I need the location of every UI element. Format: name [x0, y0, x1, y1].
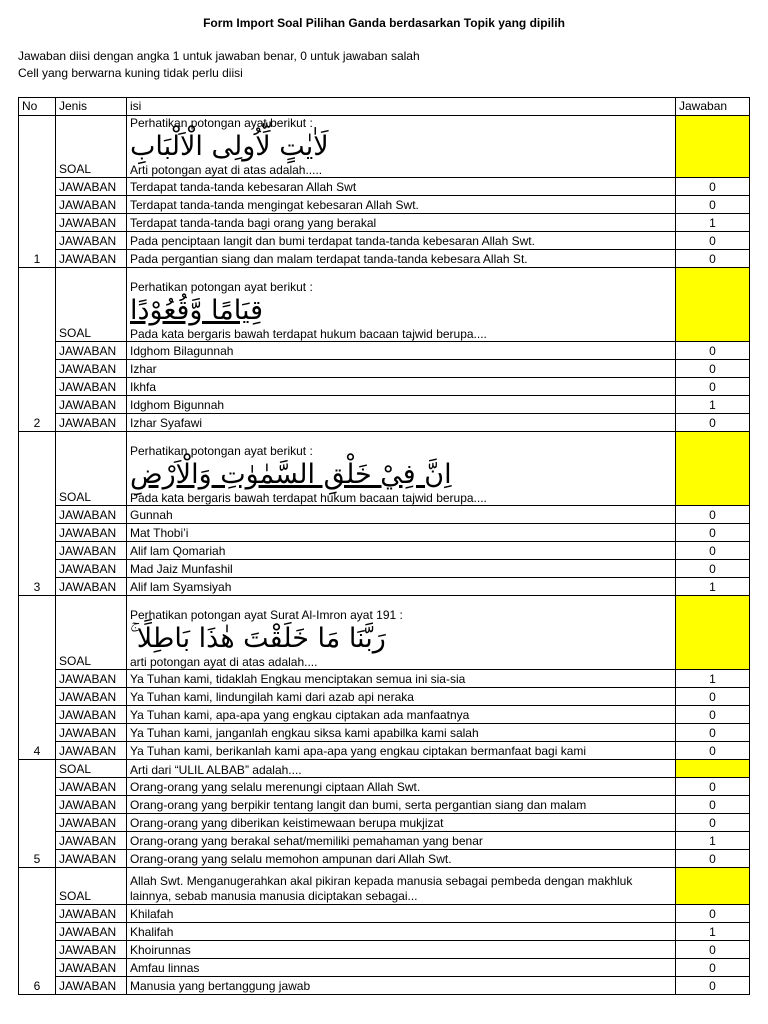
answer-value-cell[interactable]: 0: [676, 706, 750, 724]
answer-row: [19, 959, 750, 977]
question-table: [18, 97, 750, 995]
jenis-jawaban-label: JAWABAN: [56, 414, 127, 432]
question-intro: Perhatikan potongan ayat berikut :: [130, 444, 313, 458]
answer-row: [19, 378, 750, 396]
answer-value-cell[interactable]: 0: [676, 560, 750, 578]
page-title: Form Import Soal Pilihan Ganda berdasarkan Topik yang dipilih: [203, 16, 565, 30]
jenis-jawaban-label: JAWABAN: [56, 778, 127, 796]
jenis-jawaban-label: JAWABAN: [56, 670, 127, 688]
question-intro: Perhatikan potongan ayat Surat Al-Imron ayat 191 :: [130, 608, 403, 622]
header-row: [19, 98, 750, 116]
jenis-jawaban-label: JAWABAN: [56, 977, 127, 995]
answer-row: [19, 414, 750, 432]
jenis-jawaban-label: JAWABAN: [56, 724, 127, 742]
question-text: Arti dari “ULIL ALBAB” adalah....: [130, 763, 302, 777]
column-header-jenis: Jenis: [56, 98, 127, 116]
answer-value-cell[interactable]: 0: [676, 524, 750, 542]
question-text: arti potongan ayat di atas adalah....: [130, 655, 318, 669]
answer-value-cell[interactable]: 0: [676, 542, 750, 560]
jenis-soal-label: SOAL: [56, 116, 127, 178]
question-number: 1: [19, 116, 56, 268]
jenis-soal-label: SOAL: [56, 268, 127, 342]
answer-value-cell[interactable]: 0: [676, 778, 750, 796]
answer-row: [19, 506, 750, 524]
jenis-jawaban-label: JAWABAN: [56, 360, 127, 378]
answer-text-cell[interactable]: Ya Tuhan kami, lindungilah kami dari azab api neraka: [127, 688, 676, 706]
answer-row: [19, 214, 750, 232]
jenis-jawaban-label: JAWABAN: [56, 524, 127, 542]
arabic-verse: رَبَّنَا مَا خَلَقْتَ هٰذَا بَاطِلًا ۚ: [130, 623, 386, 654]
answer-value-cell[interactable]: 0: [676, 850, 750, 868]
answer-text-cell[interactable]: Orang-orang yang diberikan keistimewaan berupa mukjizat: [127, 814, 676, 832]
answer-text-cell[interactable]: Terdapat tanda-tanda bagi orang yang berakal: [127, 214, 676, 232]
answer-row: [19, 178, 750, 196]
arabic-verse: لَاٰيٰتٍ لِّاُولِى الْاَلْبَابِ: [130, 131, 329, 162]
answer-row: [19, 524, 750, 542]
question-number: 4: [19, 596, 56, 760]
answer-text-cell[interactable]: Terdapat tanda-tanda kebesaran Allah Swt: [127, 178, 676, 196]
jenis-soal-label: SOAL: [56, 760, 127, 778]
question-number: 2: [19, 268, 56, 432]
soal-row: [19, 760, 750, 778]
answer-text-cell[interactable]: Pada penciptaan langit dan bumi terdapat tanda-tanda kebesaran Allah Swt.: [127, 232, 676, 250]
jenis-jawaban-label: JAWABAN: [56, 850, 127, 868]
highlighted-cell: [676, 116, 750, 178]
question-number: 6: [19, 868, 56, 995]
answer-value-cell[interactable]: 1: [676, 923, 750, 941]
answer-value-cell[interactable]: 0: [676, 796, 750, 814]
jenis-jawaban-label: JAWABAN: [56, 742, 127, 760]
question-text: Allah Swt. Menganugerahkan akal pikiran kepada manusia sebagai pembeda dengan makhluk lainnya, sebab manusia manusia diciptakan sebagai...: [130, 874, 633, 903]
answer-text-cell[interactable]: Ikhfa: [127, 378, 676, 396]
question-cell[interactable]: [127, 596, 676, 670]
answer-row: [19, 814, 750, 832]
highlighted-cell: [676, 432, 750, 506]
answer-row: [19, 832, 750, 850]
answer-value-cell[interactable]: 1: [676, 396, 750, 414]
answer-text-cell[interactable]: Ya Tuhan kami, apa-apa yang engkau ciptakan ada manfaatnya: [127, 706, 676, 724]
answer-value-cell[interactable]: 0: [676, 724, 750, 742]
answer-value-cell[interactable]: 0: [676, 905, 750, 923]
answer-value-cell[interactable]: 0: [676, 977, 750, 995]
jenis-jawaban-label: JAWABAN: [56, 959, 127, 977]
question-number: 3: [19, 432, 56, 596]
answer-row: [19, 342, 750, 360]
question-cell[interactable]: [127, 868, 676, 905]
highlighted-cell: [676, 596, 750, 670]
answer-row: [19, 250, 750, 268]
jenis-jawaban-label: JAWABAN: [56, 814, 127, 832]
answer-text-cell[interactable]: Gunnah: [127, 506, 676, 524]
answer-value-cell[interactable]: 0: [676, 814, 750, 832]
answer-row: [19, 850, 750, 868]
jenis-jawaban-label: JAWABAN: [56, 250, 127, 268]
answer-value-cell[interactable]: 0: [676, 742, 750, 760]
column-header-jawaban: Jawaban: [676, 98, 750, 116]
answer-row: [19, 360, 750, 378]
answer-text-cell[interactable]: Khalifah: [127, 923, 676, 941]
answer-text-cell[interactable]: Orang-orang yang berpikir tentang langit dan bumi, serta pergantian siang dan malam: [127, 796, 676, 814]
jenis-jawaban-label: JAWABAN: [56, 560, 127, 578]
answer-value-cell[interactable]: 0: [676, 196, 750, 214]
answer-row: [19, 706, 750, 724]
answer-text-cell[interactable]: Idghom Bilagunnah: [127, 342, 676, 360]
question-intro: Perhatikan potongan ayat berikut :: [130, 280, 313, 294]
jenis-jawaban-label: JAWABAN: [56, 542, 127, 560]
question-number: 5: [19, 760, 56, 868]
answer-row: [19, 542, 750, 560]
arabic-verse: اِنَّ فِيْ خَلْقِ السَّمٰوٰتِ وَالْاَرْضِ: [130, 459, 452, 490]
answer-value-cell[interactable]: 0: [676, 941, 750, 959]
answer-text-cell[interactable]: Pada pergantian siang dan malam terdapat tanda-tanda kebesara Allah St.: [127, 250, 676, 268]
jenis-jawaban-label: JAWABAN: [56, 923, 127, 941]
answer-row: [19, 196, 750, 214]
answer-value-cell[interactable]: 1: [676, 578, 750, 596]
answer-text-cell[interactable]: Alif lam Syamsiyah: [127, 578, 676, 596]
arabic-verse: قِيَامًا وَّقُعُوْدًا: [130, 295, 263, 326]
answer-value-cell[interactable]: 0: [676, 378, 750, 396]
answer-text-cell[interactable]: Amfau linnas: [127, 959, 676, 977]
answer-text-cell[interactable]: Izhar: [127, 360, 676, 378]
question-cell[interactable]: [127, 268, 676, 342]
answer-text-cell[interactable]: Manusia yang bertanggung jawab: [127, 977, 676, 995]
question-cell[interactable]: [127, 760, 676, 778]
table-body: [19, 116, 750, 995]
answer-text-cell[interactable]: Ya Tuhan kami, janganlah engkau siksa kami apabilka kami salah: [127, 724, 676, 742]
answer-value-cell[interactable]: 0: [676, 360, 750, 378]
jenis-soal-label: SOAL: [56, 596, 127, 670]
column-header-isi: isi: [127, 98, 676, 116]
answer-row: [19, 923, 750, 941]
answer-text-cell[interactable]: Khoirunnas: [127, 941, 676, 959]
jenis-jawaban-label: JAWABAN: [56, 706, 127, 724]
answer-row: [19, 778, 750, 796]
jenis-soal-label: SOAL: [56, 868, 127, 905]
answer-row: [19, 688, 750, 706]
answer-text-cell[interactable]: Orang-orang yang berakal sehat/memiliki pemahaman yang benar: [127, 832, 676, 850]
highlighted-cell: [676, 760, 750, 778]
answer-value-cell[interactable]: 0: [676, 688, 750, 706]
answer-text-cell[interactable]: Ya Tuhan kami, berikanlah kami apa-apa yang engkau ciptakan bermanfaat bagi kami: [127, 742, 676, 760]
answer-value-cell[interactable]: 1: [676, 214, 750, 232]
answer-row: [19, 977, 750, 995]
jenis-jawaban-label: JAWABAN: [56, 232, 127, 250]
answer-value-cell[interactable]: 0: [676, 506, 750, 524]
jenis-jawaban-label: JAWABAN: [56, 214, 127, 232]
answer-row: [19, 560, 750, 578]
answer-row: [19, 670, 750, 688]
highlighted-cell: [676, 268, 750, 342]
answer-row: [19, 742, 750, 760]
answer-text-cell[interactable]: Mad Jaiz Munfashil: [127, 560, 676, 578]
answer-text-cell[interactable]: Idghom Bigunnah: [127, 396, 676, 414]
answer-text-cell[interactable]: Ya Tuhan kami, tidaklah Engkau menciptakan semua ini sia-sia: [127, 670, 676, 688]
answer-row: [19, 724, 750, 742]
answer-text-cell[interactable]: Izhar Syafawi: [127, 414, 676, 432]
jenis-jawaban-label: JAWABAN: [56, 832, 127, 850]
answer-value-cell[interactable]: 1: [676, 832, 750, 850]
question-text: Pada kata bergaris bawah terdapat hukum bacaan tajwid berupa....: [130, 491, 487, 505]
answer-value-cell[interactable]: 0: [676, 342, 750, 360]
answer-value-cell[interactable]: 0: [676, 959, 750, 977]
soal-row: [19, 268, 750, 342]
jenis-jawaban-label: JAWABAN: [56, 196, 127, 214]
jenis-jawaban-label: JAWABAN: [56, 178, 127, 196]
jenis-jawaban-label: JAWABAN: [56, 578, 127, 596]
soal-row: [19, 868, 750, 905]
soal-row: [19, 596, 750, 670]
answer-text-cell[interactable]: Alif lam Qomariah: [127, 542, 676, 560]
highlighted-cell: [676, 868, 750, 905]
jenis-soal-label: SOAL: [56, 432, 127, 506]
answer-value-cell[interactable]: 0: [676, 414, 750, 432]
answer-row: [19, 941, 750, 959]
question-cell[interactable]: [127, 432, 676, 506]
jenis-jawaban-label: JAWABAN: [56, 378, 127, 396]
answer-row: [19, 396, 750, 414]
answer-text-cell[interactable]: Terdapat tanda-tanda mengingat kebesaran Allah Swt.: [127, 196, 676, 214]
answer-text-cell[interactable]: Khilafah: [127, 905, 676, 923]
column-header-no: No: [19, 98, 56, 116]
jenis-jawaban-label: JAWABAN: [56, 941, 127, 959]
soal-row: [19, 432, 750, 506]
answer-text-cell[interactable]: Orang-orang yang selalu merenungi ciptaan Allah Swt.: [127, 778, 676, 796]
jenis-jawaban-label: JAWABAN: [56, 688, 127, 706]
answer-row: [19, 796, 750, 814]
instruction-note: Cell yang berwarna kuning tidak perlu diisi: [18, 66, 243, 80]
answer-row: [19, 578, 750, 596]
answer-row: [19, 905, 750, 923]
question-cell[interactable]: [127, 116, 676, 178]
jenis-jawaban-label: JAWABAN: [56, 506, 127, 524]
answer-text-cell[interactable]: Orang-orang yang selalu memohon ampunan dari Allah Swt.: [127, 850, 676, 868]
answer-value-cell[interactable]: 1: [676, 670, 750, 688]
answer-value-cell[interactable]: 0: [676, 250, 750, 268]
jenis-jawaban-label: JAWABAN: [56, 396, 127, 414]
jenis-jawaban-label: JAWABAN: [56, 796, 127, 814]
instruction-note: Jawaban diisi dengan angka 1 untuk jawaban benar, 0 untuk jawaban salah: [18, 49, 420, 63]
question-text: Pada kata bergaris bawah terdapat hukum bacaan tajwid berupa....: [130, 327, 487, 341]
answer-row: [19, 232, 750, 250]
soal-row: [19, 116, 750, 178]
jenis-jawaban-label: JAWABAN: [56, 342, 127, 360]
question-text: Arti potongan ayat di atas adalah.....: [130, 163, 323, 177]
answer-value-cell[interactable]: 0: [676, 232, 750, 250]
question-intro: Perhatikan potongan ayat berikut :: [130, 116, 313, 130]
jenis-jawaban-label: JAWABAN: [56, 905, 127, 923]
answer-value-cell[interactable]: 0: [676, 178, 750, 196]
answer-text-cell[interactable]: Mat Thobi’i: [127, 524, 676, 542]
